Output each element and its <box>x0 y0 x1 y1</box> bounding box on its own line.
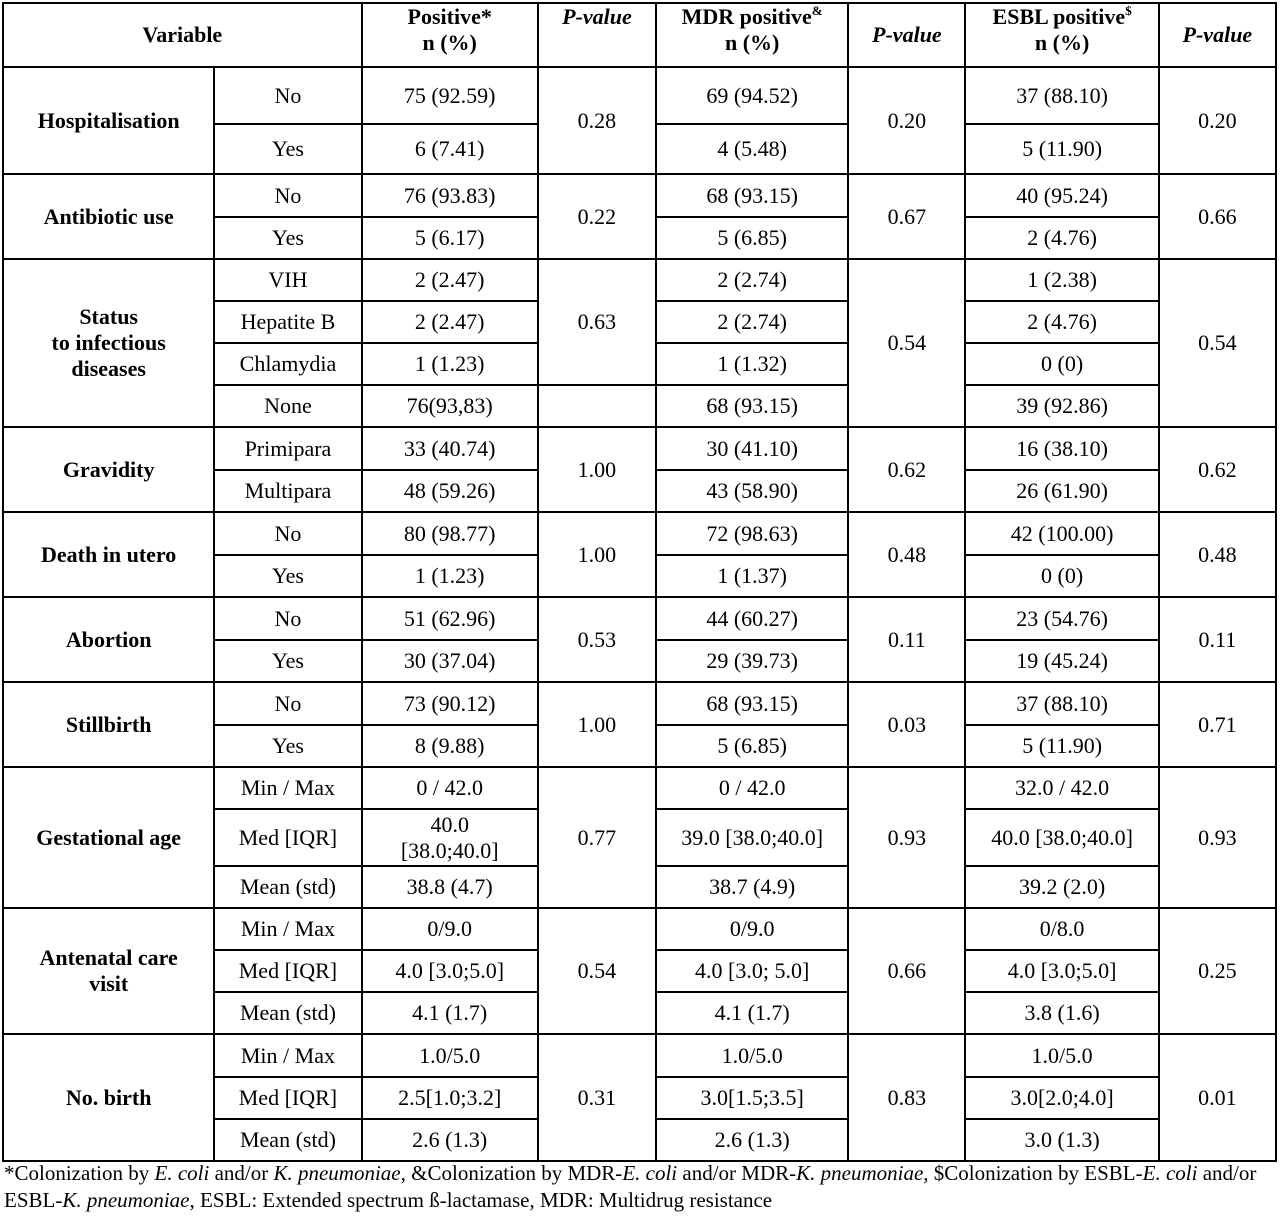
subcategory-cell: Yes <box>214 217 361 259</box>
mdr-cell: 68 (93.15) <box>656 385 848 427</box>
positive-cell: 2 (2.47) <box>362 259 538 301</box>
positive-cell: 30 (37.04) <box>362 640 538 682</box>
subcategory-cell: No <box>214 67 361 124</box>
pvalue-cell: 0.93 <box>848 767 965 908</box>
subcategory-cell: Yes <box>214 124 361 174</box>
subcategory-cell: Mean (std) <box>214 866 361 908</box>
esbl-cell: 39 (92.86) <box>965 385 1158 427</box>
variable-cell: Gestational age <box>3 767 214 908</box>
esbl-cell: 5 (11.90) <box>965 124 1158 174</box>
pvalue-cell: 0.01 <box>1159 1034 1276 1161</box>
mdr-cell: 1.0/5.0 <box>656 1034 848 1077</box>
pvalue-cell: 0.54 <box>848 259 965 427</box>
pvalue-cell: 1.00 <box>538 427 656 512</box>
subcategory-cell: No <box>214 597 361 640</box>
esbl-cell: 0/8.0 <box>965 908 1158 950</box>
subcategory-cell: Med [IQR] <box>214 809 361 866</box>
mdr-cell: 5 (6.85) <box>656 725 848 767</box>
esbl-cell: 40 (95.24) <box>965 174 1158 217</box>
mdr-cell: 4 (5.48) <box>656 124 848 174</box>
positive-cell: 2 (2.47) <box>362 301 538 343</box>
pvalue-cell: 0.03 <box>848 682 965 767</box>
results-table <box>2 2 1277 1162</box>
esbl-cell: 2 (4.76) <box>965 301 1158 343</box>
variable-cell: Abortion <box>3 597 214 682</box>
table-row <box>3 1034 1276 1077</box>
positive-cell: 73 (90.12) <box>362 682 538 725</box>
subcategory-cell: None <box>214 385 361 427</box>
mdr-cell: 44 (60.27) <box>656 597 848 640</box>
table-row <box>3 174 1276 217</box>
mdr-cell: 39.0 [38.0;40.0] <box>656 809 848 866</box>
mdr-cell: 2.6 (1.3) <box>656 1119 848 1161</box>
esbl-cell: 40.0 [38.0;40.0] <box>965 809 1158 866</box>
esbl-cell: 3.8 (1.6) <box>965 992 1158 1034</box>
mdr-cell: 69 (94.52) <box>656 67 848 124</box>
mdr-cell: 3.0[1.5;3.5] <box>656 1077 848 1119</box>
esbl-cell: 16 (38.10) <box>965 427 1158 470</box>
pvalue-cell: 0.63 <box>538 259 656 385</box>
variable-cell: No. birth <box>3 1034 214 1161</box>
table-row <box>3 908 1276 950</box>
esbl-cell: 37 (88.10) <box>965 682 1158 725</box>
subcategory-cell: Yes <box>214 725 361 767</box>
positive-cell: 4.0 [3.0;5.0] <box>362 950 538 992</box>
pvalue-cell: 0.62 <box>848 427 965 512</box>
pvalue-cell: 0.20 <box>848 67 965 174</box>
header-pvalue-2: P-value <box>848 3 965 67</box>
subcategory-cell: Med [IQR] <box>214 950 361 992</box>
positive-cell: 75 (92.59) <box>362 67 538 124</box>
subcategory-cell: Min / Max <box>214 908 361 950</box>
subcategory-cell: Primipara <box>214 427 361 470</box>
subcategory-cell: Mean (std) <box>214 992 361 1034</box>
positive-cell: 2.5[1.0;3.2] <box>362 1077 538 1119</box>
subcategory-cell: Hepatite B <box>214 301 361 343</box>
esbl-cell: 5 (11.90) <box>965 725 1158 767</box>
subcategory-cell: Yes <box>214 555 361 597</box>
esbl-cell: 1 (2.38) <box>965 259 1158 301</box>
header-pvalue-1: P-value <box>538 3 656 67</box>
variable-cell: Antenatal care visit <box>3 908 214 1034</box>
pvalue-cell: 0.77 <box>538 767 656 908</box>
header-mdr: MDR positive& n (%) <box>656 3 848 67</box>
pvalue-cell: 0.48 <box>848 512 965 597</box>
mdr-cell: 30 (41.10) <box>656 427 848 470</box>
pvalue-cell: 0.83 <box>848 1034 965 1161</box>
mdr-cell: 1 (1.32) <box>656 343 848 385</box>
positive-cell: 1.0/5.0 <box>362 1034 538 1077</box>
positive-cell: 48 (59.26) <box>362 470 538 512</box>
pvalue-cell: 0.66 <box>1159 174 1276 259</box>
positive-cell: 2.6 (1.3) <box>362 1119 538 1161</box>
positive-cell: 33 (40.74) <box>362 427 538 470</box>
table-row <box>3 767 1276 809</box>
header-esbl: ESBL positive$ n (%) <box>965 3 1158 67</box>
pvalue-cell: 0.93 <box>1159 767 1276 908</box>
positive-cell: 80 (98.77) <box>362 512 538 555</box>
mdr-cell: 4.1 (1.7) <box>656 992 848 1034</box>
variable-cell: Hospitalisation <box>3 67 214 174</box>
pvalue-cell: 1.00 <box>538 512 656 597</box>
empty-cell <box>538 385 656 427</box>
mdr-cell: 43 (58.90) <box>656 470 848 512</box>
subcategory-cell: Min / Max <box>214 767 361 809</box>
mdr-cell: 0 / 42.0 <box>656 767 848 809</box>
mdr-cell: 38.7 (4.9) <box>656 866 848 908</box>
mdr-cell: 68 (93.15) <box>656 174 848 217</box>
positive-cell: 51 (62.96) <box>362 597 538 640</box>
variable-cell: Stillbirth <box>3 682 214 767</box>
esbl-cell: 3.0 (1.3) <box>965 1119 1158 1161</box>
mdr-cell: 29 (39.73) <box>656 640 848 682</box>
positive-cell: 4.1 (1.7) <box>362 992 538 1034</box>
table-row <box>3 597 1276 640</box>
table-footnote: *Colonization by E. coli and/or K. pneumoniae, &Colonization by MDR-E. coli and/or MDR-K. pneumoniae, $Colonization by ESBL-E. coli and/or ESBL-K. pneumoniae, ESBL: Extended spectrum ß-lactamase, MDR: Multidrug resistance <box>4 1161 1257 1212</box>
positive-cell: 6 (7.41) <box>362 124 538 174</box>
mdr-cell: 2 (2.74) <box>656 301 848 343</box>
mdr-cell: 72 (98.63) <box>656 512 848 555</box>
positive-cell: 1 (1.23) <box>362 343 538 385</box>
subcategory-cell: No <box>214 512 361 555</box>
pvalue-cell: 0.20 <box>1159 67 1276 174</box>
mdr-cell: 2 (2.74) <box>656 259 848 301</box>
esbl-cell: 32.0 / 42.0 <box>965 767 1158 809</box>
positive-cell: 40.0 [38.0;40.0] <box>362 809 538 866</box>
pvalue-cell: 0.22 <box>538 174 656 259</box>
table-row <box>3 427 1276 470</box>
mdr-cell: 0/9.0 <box>656 908 848 950</box>
header-variable: Variable <box>3 3 362 67</box>
variable-cell: Gravidity <box>3 427 214 512</box>
positive-cell: 0 / 42.0 <box>362 767 538 809</box>
positive-cell: 38.8 (4.7) <box>362 866 538 908</box>
table-row <box>3 259 1276 301</box>
header-positive: Positive* n (%) <box>362 3 538 67</box>
pvalue-cell: 0.54 <box>1159 259 1276 427</box>
subcategory-cell: Yes <box>214 640 361 682</box>
subcategory-cell: Min / Max <box>214 1034 361 1077</box>
table-row <box>3 67 1276 124</box>
pvalue-cell: 0.31 <box>538 1034 656 1161</box>
positive-cell: 5 (6.17) <box>362 217 538 259</box>
pvalue-cell: 0.25 <box>1159 908 1276 1034</box>
positive-cell: 76 (93.83) <box>362 174 538 217</box>
subcategory-cell: VIH <box>214 259 361 301</box>
esbl-cell: 1.0/5.0 <box>965 1034 1158 1077</box>
subcategory-cell: Multipara <box>214 470 361 512</box>
positive-cell: 1 (1.23) <box>362 555 538 597</box>
esbl-cell: 37 (88.10) <box>965 67 1158 124</box>
esbl-cell: 0 (0) <box>965 343 1158 385</box>
esbl-cell: 0 (0) <box>965 555 1158 597</box>
header-row <box>3 3 1276 67</box>
pvalue-cell: 0.53 <box>538 597 656 682</box>
subcategory-cell: No <box>214 682 361 725</box>
table-row <box>3 512 1276 555</box>
mdr-cell: 68 (93.15) <box>656 682 848 725</box>
esbl-cell: 4.0 [3.0;5.0] <box>965 950 1158 992</box>
positive-cell: 76(93,83) <box>362 385 538 427</box>
pvalue-cell: 0.11 <box>1159 597 1276 682</box>
esbl-cell: 42 (100.00) <box>965 512 1158 555</box>
pvalue-cell: 1.00 <box>538 682 656 767</box>
variable-cell: Status to infectious diseases <box>3 259 214 427</box>
esbl-cell: 26 (61.90) <box>965 470 1158 512</box>
header-pvalue-3: P-value <box>1159 3 1276 67</box>
esbl-cell: 39.2 (2.0) <box>965 866 1158 908</box>
pvalue-cell: 0.54 <box>538 908 656 1034</box>
pvalue-cell: 0.11 <box>848 597 965 682</box>
mdr-cell: 1 (1.37) <box>656 555 848 597</box>
variable-cell: Death in utero <box>3 512 214 597</box>
mdr-cell: 4.0 [3.0; 5.0] <box>656 950 848 992</box>
table-row <box>3 682 1276 725</box>
pvalue-cell: 0.67 <box>848 174 965 259</box>
subcategory-cell: Chlamydia <box>214 343 361 385</box>
variable-cell: Antibiotic use <box>3 174 214 259</box>
pvalue-cell: 0.62 <box>1159 427 1276 512</box>
pvalue-cell: 0.66 <box>848 908 965 1034</box>
subcategory-cell: Med [IQR] <box>214 1077 361 1119</box>
esbl-cell: 19 (45.24) <box>965 640 1158 682</box>
mdr-cell: 5 (6.85) <box>656 217 848 259</box>
esbl-cell: 23 (54.76) <box>965 597 1158 640</box>
pvalue-cell: 0.71 <box>1159 682 1276 767</box>
pvalue-cell: 0.48 <box>1159 512 1276 597</box>
subcategory-cell: Mean (std) <box>214 1119 361 1161</box>
esbl-cell: 2 (4.76) <box>965 217 1158 259</box>
subcategory-cell: No <box>214 174 361 217</box>
positive-cell: 0/9.0 <box>362 908 538 950</box>
esbl-cell: 3.0[2.0;4.0] <box>965 1077 1158 1119</box>
pvalue-cell: 0.28 <box>538 67 656 174</box>
positive-cell: 8 (9.88) <box>362 725 538 767</box>
